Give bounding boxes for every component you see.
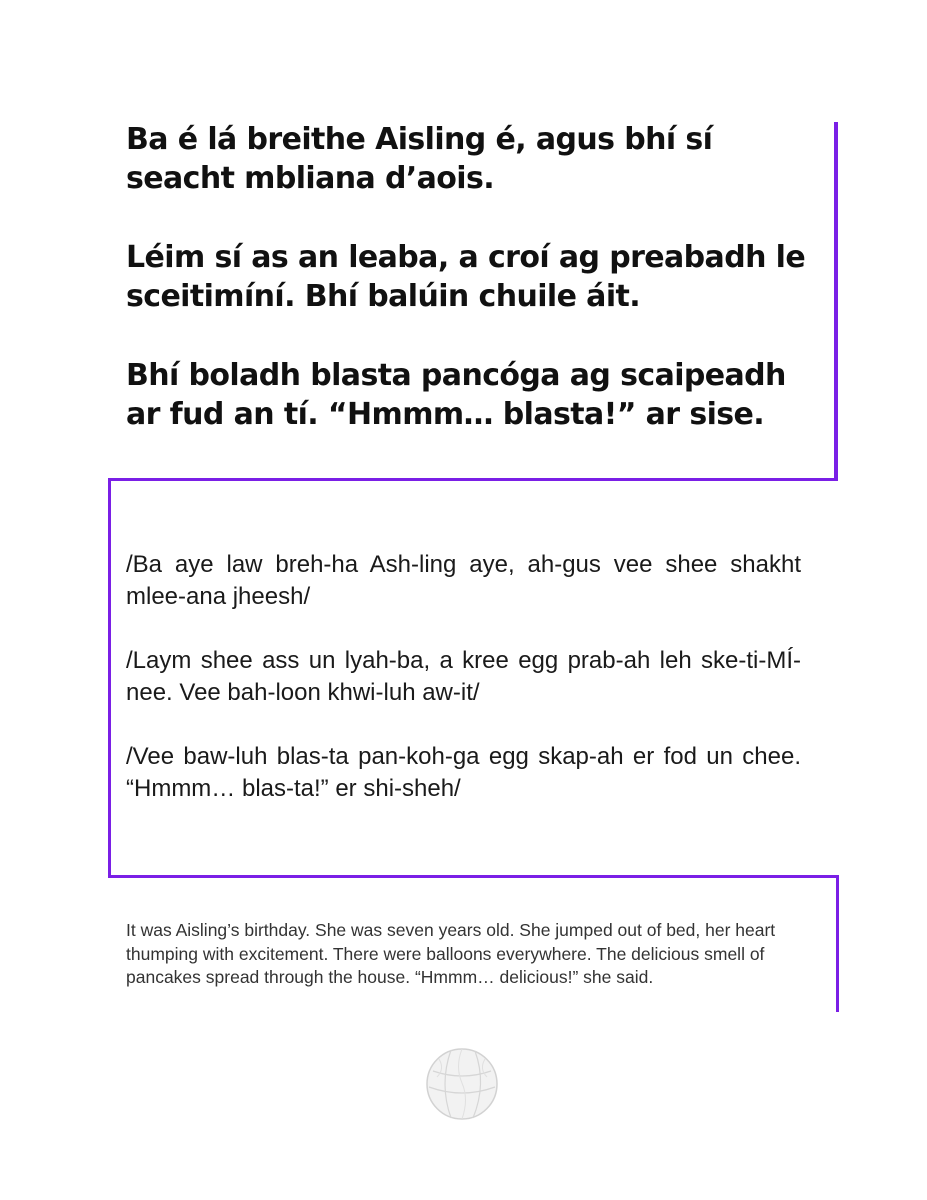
irish-text-block	[126, 120, 816, 474]
pronunciation-paragraph-3: /Vee baw-luh blas-ta pan-koh-ga egg skap-ah er fod un chee. “Hmmm… blas-ta!” er shi-sheh/	[126, 743, 801, 802]
pronunciation-paragraph-1: /Ba aye law breh-ha Ash-ling aye, ah-gus vee shee shakht mlee-ana jheesh/	[126, 551, 801, 610]
pronunciation-paragraph-2: /Laym shee ass un lyah-ba, a kree egg prab-ah leh ske-ti-MÍ-nee. Vee bah-loon khwi-luh aw-it/	[126, 647, 801, 706]
irish-paragraph-1: Ba é lá breithe Aisling é, agus bhí sí seacht mbliana d’aois.	[126, 122, 713, 196]
irish-paragraph-2: Léim sí as an leaba, a croí ag preabadh le sceitimíní. Bhí balúin chuile áit.	[126, 240, 806, 314]
frame-line-left	[108, 478, 111, 878]
frame-line-divider-top	[108, 478, 838, 481]
english-translation: It was Aisling’s birthday. She was seven years old. She jumped out of bed, her heart thumping with excitement. There were balloons everywhere. The delicious smell of pancakes spread through the house. “Hmmm… delicious!” she said.	[126, 920, 776, 987]
pronunciation-block	[126, 549, 801, 837]
irish-paragraph-3: Bhí boladh blasta pancóga ag scaipeadh ar fud an tí. “Hmmm… blasta!” ar sise.	[126, 358, 786, 432]
frame-line-divider-bottom	[108, 875, 839, 878]
frame-line-right-bottom	[836, 875, 839, 1012]
gaelic-football-icon	[425, 1047, 499, 1121]
frame-line-right-top	[834, 122, 838, 481]
